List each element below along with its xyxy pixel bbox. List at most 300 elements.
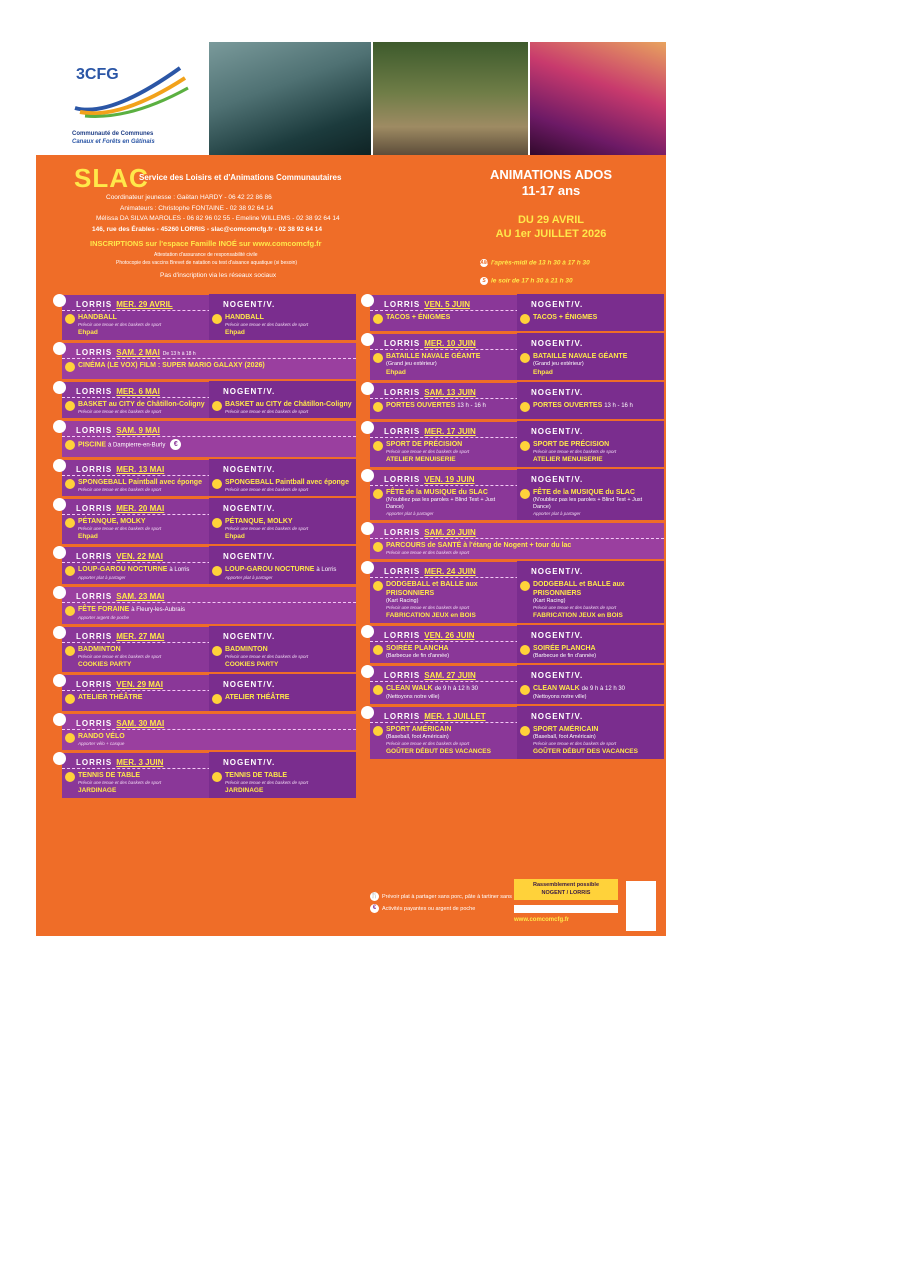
activity-note: Prévoir une tenue et des baskets de sport (225, 487, 309, 492)
activity-icon (65, 694, 75, 704)
activity-icon (65, 362, 75, 372)
header-lorris (62, 546, 209, 564)
schedule (36, 295, 666, 936)
day-label: LORRIS (76, 299, 113, 309)
activity-lorris (62, 311, 209, 340)
block-body (62, 603, 356, 624)
timeline-dot-icon (361, 665, 374, 678)
legend-afternoon: AM l'après-midi de 13 h 30 à 17 h 30 (480, 259, 590, 267)
slac-subtitle: Service des Loisirs et d'Animations Communautaires (139, 173, 342, 182)
timeline-dot-icon (53, 674, 66, 687)
activity-extra: JARDINAGE (78, 787, 117, 794)
activity-note: Apporter vélo + casque (78, 741, 125, 746)
plate-icon: 🍴 (370, 893, 379, 900)
activity-extra: COOKIES PARTY (225, 661, 279, 668)
activity-title: SPORT DE PRÉCISION (386, 441, 463, 448)
timeline-dot-icon (53, 420, 66, 433)
timeline-dot-icon (361, 333, 374, 346)
photo-teens-group (373, 42, 528, 155)
timeline-dot-icon (53, 713, 66, 726)
activity-extra: JARDINAGE (225, 787, 264, 794)
block-body (370, 438, 664, 467)
activity-location: à Fleury-les-Aubrais (131, 607, 185, 613)
block-header (62, 753, 356, 769)
activity-nogent (209, 563, 356, 584)
timeline-dot-icon (53, 586, 66, 599)
activity-name (78, 439, 352, 450)
day-label: LORRIS (76, 591, 113, 601)
activity-nogent (209, 691, 356, 711)
activity-lorris (370, 682, 517, 704)
activity-title: CLEAN WALK (533, 685, 580, 692)
activity-title: BASKET au CITY de Châtillon-Coligny (225, 401, 352, 408)
activity-title: BATAILLE NAVALE GÉANTE (533, 353, 628, 360)
block-body (370, 539, 664, 559)
block-body (62, 563, 356, 584)
activity-title: BATAILLE NAVALE GÉANTE (386, 353, 481, 360)
block-header (62, 343, 356, 359)
activity-title: TACOS + ÉNIGMES (386, 314, 451, 321)
block-header (62, 675, 356, 691)
activity-note: Prévoir une tenue et des baskets de sport (386, 449, 470, 454)
day-label: LORRIS (384, 711, 421, 721)
header-nogent (209, 626, 356, 644)
day-label: LORRIS (76, 464, 113, 474)
animations-title: ANIMATIONS ADOS 11-17 ans (489, 167, 613, 198)
activity-detail: (Baseball, foot Américain) (533, 734, 596, 740)
activity-nogent (517, 438, 664, 467)
day-label: LORRIS (384, 426, 421, 436)
date-label: SAM. 23 MAI (116, 591, 165, 601)
day-label: LORRIS (76, 679, 113, 689)
activity-title: BADMINTON (225, 646, 268, 653)
schedule-block (62, 714, 356, 750)
date-label: VEN. 22 MAI (116, 551, 163, 561)
header-lorris (370, 382, 517, 400)
nogent-label: NOGENT/V. (531, 670, 584, 680)
partner-logos (514, 905, 618, 913)
activity-name (78, 693, 205, 702)
nogent-label: NOGENT/V. (531, 474, 584, 484)
activity-note: Prévoir une tenue et des baskets de sport (78, 526, 162, 531)
activity-icon (65, 518, 75, 528)
social-line: Pas d'inscription via les réseaux sociaux (160, 272, 277, 279)
activity-title: SOIRÉE PLANCHA (533, 645, 596, 652)
logo-text: 3CFG (76, 66, 119, 83)
activity-title: LOUP-GAROU NOCTURNE (225, 566, 315, 573)
activity-lorris (370, 642, 517, 663)
schedule-block (62, 675, 356, 711)
activity-detail: (Grand jeu extérieur) (533, 361, 584, 367)
header-lorris (62, 626, 209, 644)
activity-name (225, 565, 352, 575)
activity-extra: GOÛTER DÉBUT DES VACANCES (386, 748, 491, 755)
block-header (62, 460, 356, 476)
date-label: VEN. 26 JUIN (424, 630, 475, 640)
activity-icon (212, 314, 222, 324)
schedule-block (62, 295, 356, 340)
nogent-label: NOGENT/V. (223, 299, 276, 309)
date-label: MER. 10 JUIN (424, 338, 476, 348)
header-lorris (62, 294, 209, 312)
docs-line-2: Photocopie des vaccins Brevet de natation ou test d'aisance aquatique (si besoin) (116, 260, 298, 266)
activity-extra: Ehpad (78, 533, 98, 540)
timeline-dot-icon (361, 469, 374, 482)
activity-name (386, 580, 513, 598)
schedule-block (62, 627, 356, 672)
activity-icon (65, 440, 75, 450)
inscriptions-line: INSCRIPTIONS sur l'espace Famille INOÉ sur www.comcomcfg.fr (90, 239, 322, 248)
activity-lorris (62, 563, 209, 584)
photo-water-slide (209, 42, 371, 155)
date-label: SAM. 2 MAI (116, 347, 160, 357)
activity-lorris (62, 691, 209, 711)
activity-detail: (Barbecue de fin d'année) (386, 653, 450, 659)
photo-dj-music (530, 42, 666, 155)
activity-extra: Ehpad (225, 533, 245, 540)
activity-detail: (Grand jeu extérieur) (386, 361, 437, 367)
legend-evening: S le soir de 17 h 30 à 21 h 30 (480, 277, 573, 285)
timeline-dot-icon (361, 421, 374, 434)
activity-name (386, 644, 513, 653)
day-label: LORRIS (76, 425, 113, 435)
block-body (370, 578, 664, 623)
schedule-block (62, 499, 356, 544)
docs-line-1: Attestation d'assurance de responsabilité civile (154, 252, 258, 258)
flyer-page (36, 38, 666, 936)
activity-note: Prévoir une tenue et des baskets de sport (78, 487, 162, 492)
activity-icon (65, 646, 75, 656)
slac-title: SLAC (74, 163, 149, 193)
block-header (62, 547, 356, 563)
activity-icon (373, 581, 383, 591)
activity-name (78, 771, 205, 780)
activity-title: TENNIS DE TABLE (225, 772, 288, 779)
activity-nogent (209, 398, 356, 418)
activity-name (533, 488, 660, 497)
schedule-block (62, 382, 356, 418)
activity-nogent (517, 578, 664, 623)
header-lorris (62, 381, 209, 399)
block-header (370, 626, 664, 642)
date-label: VEN. 29 MAI (116, 679, 163, 689)
activity-name (386, 401, 513, 411)
timeline-dot-icon (53, 381, 66, 394)
activity-location: 13 h - 16 h (604, 403, 633, 409)
block-body (370, 399, 664, 419)
legend-argent: € Activités payantes ou argent de poche (370, 903, 664, 915)
day-label: LORRIS (384, 338, 421, 348)
activity-title: LOUP-GAROU NOCTURNE (78, 566, 168, 573)
activity-name (533, 401, 660, 411)
header-nogent (517, 665, 664, 683)
activity-detail: (Kart Racing) (386, 598, 419, 604)
activity-note: Apporter plat à partager (78, 575, 126, 580)
day-label: LORRIS (76, 551, 113, 561)
coordinator-line: Coordinateur jeunesse : Gaëtan HARDY - 06 42 22 86 86 (106, 194, 272, 201)
activity-icon (520, 402, 530, 412)
activity-name (78, 645, 205, 654)
activity-icon (373, 353, 383, 363)
nogent-label: NOGENT/V. (223, 757, 276, 767)
activity-lorris (62, 769, 209, 798)
activity-icon (520, 685, 530, 695)
header-lorris (370, 522, 517, 540)
activity-name (386, 488, 513, 497)
activity-detail: (N'oubliez pas les paroles + Blind Test + Just Dance) (386, 497, 496, 510)
header (36, 155, 666, 295)
activity-icon (373, 645, 383, 655)
schedule-right-column (370, 295, 664, 762)
block-body (62, 515, 356, 544)
header-lorris (370, 706, 517, 724)
activity-title: DODGEBALL et BALLE aux PRISONNIERS (533, 581, 625, 597)
activity-name (78, 565, 205, 575)
nogent-label: NOGENT/V. (531, 338, 584, 348)
activity-icon (65, 733, 75, 743)
activity-icon (373, 726, 383, 736)
block-body (370, 682, 664, 704)
activity-extra: Ehpad (225, 329, 245, 336)
date-label: MER. 6 MAI (116, 386, 160, 396)
activity-icon (65, 606, 75, 616)
activity-title: PORTES OUVERTES (533, 402, 603, 409)
schedule-block (62, 343, 356, 379)
header-lorris (370, 665, 517, 683)
activity-name (533, 440, 660, 449)
nogent-label: NOGENT/V. (223, 679, 276, 689)
activity-name (78, 605, 352, 615)
activity-note: Prévoir une tenue et des baskets de sport (78, 322, 162, 327)
activity-note: Prévoir une tenue et des baskets de sport (386, 550, 470, 555)
activity-note: Prévoir une tenue et des baskets de sport (386, 605, 470, 610)
activity-icon (212, 479, 222, 489)
timeline-dot-icon (53, 626, 66, 639)
nogent-label: NOGENT/V. (223, 386, 276, 396)
activity-title: PORTES OUVERTES (386, 402, 456, 409)
timeline-dot-icon (361, 561, 374, 574)
activity-cell (62, 603, 356, 624)
block-header (370, 295, 664, 311)
timeline-dot-icon (361, 625, 374, 638)
timeline-dot-icon (53, 498, 66, 511)
activity-nogent (209, 769, 356, 798)
date-label: MER. 13 MAI (116, 464, 165, 474)
header-lorris (370, 469, 517, 487)
date-range: DU 29 AVRIL AU 1er JUILLET 2026 (495, 214, 607, 240)
activity-name (386, 440, 513, 449)
block-body (62, 643, 356, 672)
header-nogent (517, 625, 664, 643)
block-header (370, 334, 664, 350)
schedule-block (370, 295, 664, 331)
timeline-dot-icon (361, 294, 374, 307)
activity-note: Prévoir une tenue et des baskets de sport (225, 409, 309, 414)
header-nogent (517, 561, 664, 579)
schedule-block (370, 383, 664, 419)
block-header (370, 383, 664, 399)
nogent-label: NOGENT/V. (531, 426, 584, 436)
activity-title: PÉTANQUE, MOLKY (225, 518, 293, 525)
activity-detail: (Kart Racing) (533, 598, 566, 604)
activity-note: Prévoir une tenue et des baskets de sport (225, 526, 309, 531)
activity-name (533, 644, 660, 653)
activity-icon (520, 314, 530, 324)
header-nogent (209, 546, 356, 564)
block-body (370, 350, 664, 380)
activity-note: Prévoir une tenue et des baskets de sport (533, 605, 617, 610)
activity-title: SOIRÉE PLANCHA (386, 645, 449, 652)
activity-title: TACOS + ÉNIGMES (533, 314, 598, 321)
activity-lorris (370, 311, 517, 331)
activity-detail: (Baseball, foot Américain) (386, 734, 449, 740)
activity-name (386, 725, 513, 734)
activity-lorris (370, 438, 517, 467)
day-label: LORRIS (384, 630, 421, 640)
activity-lorris (62, 643, 209, 672)
caf-logo (626, 881, 656, 931)
timeline-dot-icon (53, 294, 66, 307)
activity-nogent (209, 311, 356, 340)
activity-nogent (517, 350, 664, 380)
euro-icon: € (170, 439, 181, 450)
schedule-block (370, 422, 664, 467)
schedule-block (370, 666, 664, 704)
activity-title: SPORT AMÉRICAIN (386, 726, 452, 733)
timeline-dot-icon (53, 752, 66, 765)
header-nogent (517, 294, 664, 312)
activity-extra: Ehpad (533, 369, 553, 376)
activity-icon (212, 772, 222, 782)
schedule-block (62, 460, 356, 496)
date-label: SAM. 20 JUIN (424, 527, 476, 537)
date-label: MER. 27 MAI (116, 631, 165, 641)
activity-extra: Ehpad (386, 369, 406, 376)
day-label: LORRIS (384, 387, 421, 397)
activity-icon (520, 726, 530, 736)
block-body (370, 723, 664, 759)
activity-title: BASKET au CITY de Châtillon-Coligny (78, 401, 205, 408)
activity-note: Prévoir une tenue et des baskets de sport (78, 409, 162, 414)
activity-lorris (370, 723, 517, 759)
date-label: MER. 1 JUILLET (424, 711, 486, 721)
header-nogent (517, 421, 664, 439)
activity-cell (62, 730, 356, 750)
activity-name (225, 313, 352, 322)
afternoon-icon: AM (480, 260, 488, 266)
activity-nogent (209, 476, 356, 496)
day-label: LORRIS (76, 347, 113, 357)
activity-nogent (517, 399, 664, 419)
activity-title: RANDO VÉLO (78, 733, 125, 740)
schedule-block (370, 626, 664, 663)
activity-icon (65, 479, 75, 489)
header-nogent (517, 706, 664, 724)
activity-title: CLEAN WALK (386, 685, 433, 692)
activity-lorris (62, 515, 209, 544)
timeline-dot-icon (361, 522, 374, 535)
timeline-dot-icon (361, 706, 374, 719)
activity-name (386, 313, 513, 322)
schedule-block (370, 334, 664, 380)
day-label: LORRIS (76, 718, 113, 728)
activity-extra: FABRICATION JEUX en BOIS (533, 612, 623, 619)
activity-note: Prévoir une tenue et des baskets de sport (78, 654, 162, 659)
activity-name (225, 400, 352, 409)
block-header (62, 295, 356, 311)
header-lorris (62, 342, 209, 360)
block-header (62, 421, 356, 437)
block-body (62, 691, 356, 711)
activity-icon (373, 685, 383, 695)
activity-name (78, 361, 352, 370)
activity-note: Prévoir une tenue et des baskets de sport (533, 449, 617, 454)
activity-name (225, 771, 352, 780)
animators-line-2: Mélissa DA SILVA MAROLES - 06 82 96 02 55 - Emeline WILLEMS - 02 38 92 64 14 (96, 215, 340, 222)
activity-icon (212, 646, 222, 656)
activity-nogent (517, 642, 664, 663)
activity-name (533, 313, 660, 322)
evening-icon: S (480, 277, 488, 285)
header-nogent (209, 294, 356, 312)
activity-icon (65, 772, 75, 782)
block-body (370, 486, 664, 520)
activity-icon (520, 441, 530, 451)
header-nogent (209, 752, 356, 770)
activity-extra: ATELIER MENUISERIE (533, 456, 603, 463)
activity-name (225, 645, 352, 654)
euro-icon: € (370, 904, 379, 913)
activity-title: PÉTANQUE, MOLKY (78, 518, 146, 525)
activity-icon (373, 402, 383, 412)
activity-name (78, 400, 205, 409)
activity-icon (520, 581, 530, 591)
timeline-dot-icon (53, 546, 66, 559)
schedule-block (62, 753, 356, 798)
activity-title: FÊTE de la MUSIQUE du SLAC (386, 489, 488, 496)
activity-icon (65, 314, 75, 324)
activity-note: Apporter plat à partager (225, 575, 273, 580)
activity-icon (65, 401, 75, 411)
activity-name (533, 684, 660, 694)
logo-block (36, 38, 206, 155)
activity-note: Prévoir une tenue et des baskets de sport (225, 654, 309, 659)
activity-name (225, 478, 352, 487)
activity-name (386, 684, 513, 694)
header-lorris (62, 459, 209, 477)
activity-icon (212, 401, 222, 411)
nogent-label: NOGENT/V. (531, 566, 584, 576)
schedule-block (370, 707, 664, 759)
activity-extra: Ehpad (78, 329, 98, 336)
header-nogent (517, 469, 664, 487)
block-header (62, 382, 356, 398)
timeline-dot-icon (53, 459, 66, 472)
block-header (370, 470, 664, 486)
nogent-label: NOGENT/V. (531, 299, 584, 309)
activity-icon (65, 566, 75, 576)
schedule-block (370, 523, 664, 559)
block-body (62, 730, 356, 750)
activity-title: PISCINE (78, 441, 107, 449)
schedule-block (370, 470, 664, 520)
activity-lorris (370, 350, 517, 380)
block-header (370, 666, 664, 682)
website-link[interactable]: www.comcomcfg.fr (514, 917, 570, 923)
activity-nogent (209, 643, 356, 672)
header-lorris (62, 420, 209, 438)
activity-name (78, 313, 205, 322)
